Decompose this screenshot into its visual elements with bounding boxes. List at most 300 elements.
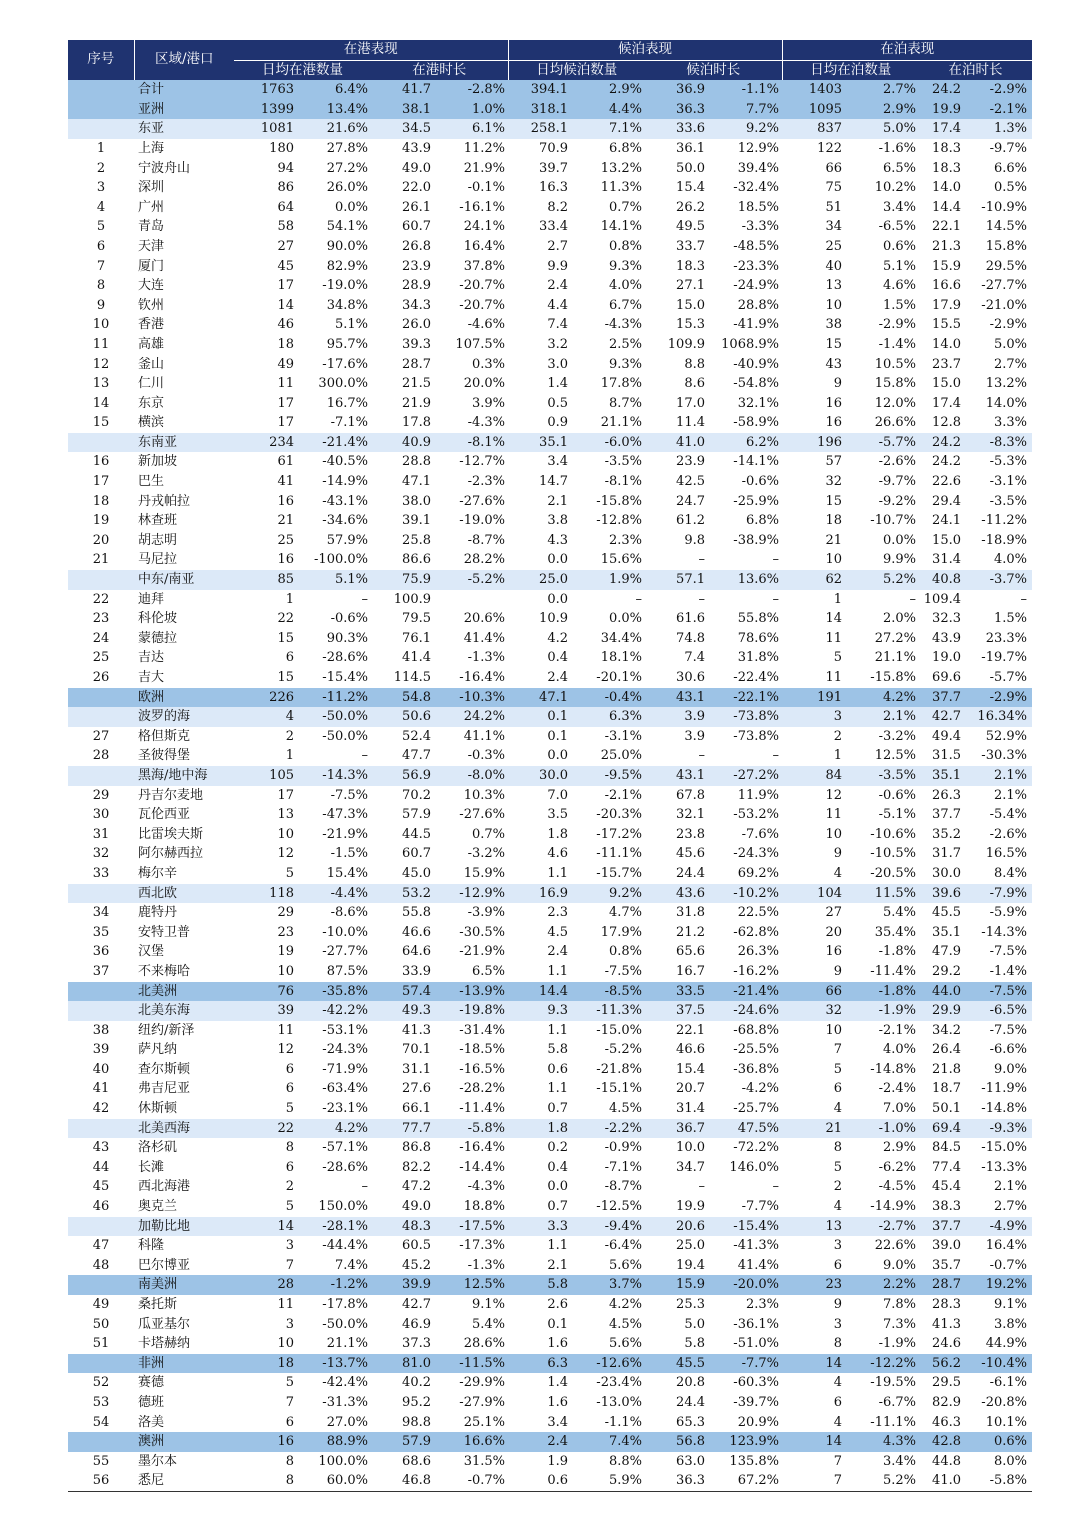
cell-value: 21.1%	[874, 650, 916, 666]
cell-value: 43.1	[645, 688, 708, 708]
cell-value: 19.0	[932, 650, 961, 666]
cell-value: –	[698, 1179, 705, 1195]
cell-value: 36.9	[645, 80, 708, 100]
cell-value: 10.5%	[874, 356, 916, 372]
cell-value: –	[361, 591, 368, 607]
row-index: 46	[92, 1199, 110, 1215]
cell-value: 25.8	[402, 532, 431, 548]
table-row	[68, 923, 1032, 943]
cell-berthing-time-pair	[919, 1021, 1032, 1041]
cell-value: 50.6	[371, 707, 434, 727]
cell-berthing-time-pair	[919, 80, 1032, 100]
cell-value: 2.3%	[608, 532, 642, 548]
cell-value: 6	[285, 650, 294, 666]
cell-value: 21	[277, 513, 294, 529]
cell-value: 0.7	[547, 1199, 568, 1215]
region-row	[68, 707, 1032, 727]
table-row	[68, 296, 1032, 316]
cell-value: 7.1%	[571, 119, 645, 139]
cell-value: 1.6	[547, 1394, 568, 1410]
cell-value: –	[698, 591, 705, 607]
cell-value: 39.6	[932, 885, 961, 901]
cell-value: 1.1	[547, 1081, 568, 1097]
cell-value: -11.1%	[596, 846, 642, 862]
cell-value: -14.8%	[981, 1101, 1027, 1117]
table-row	[68, 962, 1032, 982]
cell-value: -9.4%	[571, 1217, 645, 1237]
cell-value: 2.3	[547, 905, 568, 921]
cell-value: 22.1	[932, 219, 961, 235]
cell-value: 1.1	[547, 865, 568, 881]
cell-value: -14.8%	[870, 1061, 916, 1077]
cell-berthing-time-pair	[919, 1138, 1032, 1158]
cell-value: 29.5%	[985, 258, 1027, 274]
row-index: 3	[96, 180, 106, 196]
cell-berthing-time-pair	[919, 550, 1032, 570]
cell-value: 33.9	[402, 963, 431, 979]
header-sub-in-port-count: 日均在港数量	[234, 60, 371, 80]
cell-value: -8.6%	[330, 905, 368, 921]
cell-value: 5.2%	[845, 1471, 919, 1491]
row-index: 2	[96, 160, 106, 176]
cell-value: 25	[825, 238, 842, 254]
cell-value: -23.4%	[596, 1375, 642, 1391]
cell-value: 70.2	[402, 787, 431, 803]
cell-value: -10.7%	[870, 513, 916, 529]
row-name: 圣彼得堡	[138, 748, 191, 764]
cell-value: 12	[277, 846, 294, 862]
cell-berthing-time-pair	[919, 1197, 1032, 1217]
cell-value: 16.6%	[434, 1432, 508, 1452]
cell-value: 3.2	[547, 336, 568, 352]
cell-value: 15.0	[932, 532, 961, 548]
cell-value: 837	[782, 119, 845, 139]
cell-value: 4.4	[547, 297, 568, 313]
cell-value: -30.5%	[459, 924, 505, 940]
total-row	[68, 1275, 1032, 1295]
cell-value: 43.9	[402, 140, 431, 156]
cell-value: 13	[825, 278, 842, 294]
cell-value: 66.1	[402, 1101, 431, 1117]
row-index: 22	[92, 591, 110, 607]
cell-value: 18.8%	[463, 1199, 505, 1215]
header-sub-berthing-count: 日均在泊数量	[782, 60, 919, 80]
row-name: 东亚	[134, 119, 234, 139]
row-index: 35	[92, 924, 110, 940]
cell-value: 34.5	[371, 119, 434, 139]
cell-berthing-time-pair	[919, 786, 1032, 806]
table-row	[68, 335, 1032, 355]
cell-value: -7.9%	[989, 885, 1027, 901]
cell-value: 12.9%	[737, 140, 779, 156]
cell-value: 41.1%	[463, 728, 505, 744]
cell-value: 3.9%	[471, 395, 505, 411]
cell-value: -21.9%	[322, 826, 368, 842]
cell-value: 78.6%	[737, 630, 779, 646]
cell-value: 196	[782, 433, 845, 453]
cell-value: 18	[277, 336, 294, 352]
cell-value: 38.1	[371, 100, 434, 120]
row-name: 新加坡	[138, 454, 178, 470]
cell-value: 7.0	[547, 787, 568, 803]
cell-value: -53.2%	[733, 807, 779, 823]
total-row	[68, 1432, 1032, 1452]
cell-value: 20.9%	[737, 1414, 779, 1430]
cell-value: 0.6%	[993, 1434, 1027, 1450]
table-row	[68, 355, 1032, 375]
cell-value: 4	[833, 865, 842, 881]
cell-value: -2.9%	[878, 317, 916, 333]
cell-value: -1.1%	[604, 1414, 642, 1430]
cell-value: 1.9	[547, 1453, 568, 1469]
cell-value: 21.2	[676, 924, 705, 940]
row-index: 56	[68, 1471, 134, 1491]
cell-berthing-time-pair	[919, 452, 1032, 472]
cell-value: -2.6%	[989, 826, 1027, 842]
cell-berthing-time-pair	[919, 492, 1032, 512]
cell-value: 42.7	[932, 709, 961, 725]
cell-value: 16	[277, 552, 294, 568]
cell-value: 25.1%	[463, 1414, 505, 1430]
cell-value: -8.7%	[467, 532, 505, 548]
cell-berthing-time-pair	[919, 1040, 1032, 1060]
cell-value: 47.1	[508, 688, 571, 708]
cell-value: -20.8%	[981, 1394, 1027, 1410]
cell-value: -3.5%	[604, 454, 642, 470]
cell-value: 32	[782, 1001, 845, 1021]
cell-value: 60.7	[402, 846, 431, 862]
row-name: 汉堡	[138, 944, 165, 960]
cell-value: -27.9%	[459, 1394, 505, 1410]
cell-value: 15	[277, 670, 294, 685]
cell-value: 4	[833, 1414, 842, 1430]
cell-value: -3.2%	[467, 846, 505, 862]
cell-berthing-time-pair	[919, 178, 1032, 198]
cell-value: 29	[277, 905, 294, 921]
cell-berthing-time-pair	[919, 1471, 1032, 1491]
cell-value: -7.5%	[989, 1022, 1027, 1038]
table-row	[68, 1373, 1032, 1393]
table-row	[68, 511, 1032, 531]
cell-value: -12.5%	[596, 1199, 642, 1215]
cell-value: 7.4%	[334, 1257, 368, 1273]
cell-value: 41.4%	[463, 630, 505, 646]
cell-value: -20.7%	[459, 278, 505, 294]
row-name: 青岛	[138, 219, 165, 235]
cell-value: -43.1%	[322, 493, 368, 509]
cell-value: 16	[825, 415, 842, 431]
cell-value: -57.1%	[322, 1140, 368, 1156]
cell-value: 7	[782, 1471, 845, 1491]
cell-value: -16.5%	[459, 1061, 505, 1077]
cell-value: 3.7%	[571, 1275, 645, 1295]
cell-berthing-time-pair	[919, 570, 1032, 590]
cell-value: -28.6%	[322, 1159, 368, 1175]
cell-value: 4.6%	[882, 278, 916, 294]
cell-value: 16.7	[676, 963, 705, 979]
cell-value: 95.7%	[326, 336, 368, 352]
cell-value: 1.8	[508, 1119, 571, 1139]
cell-value: -2.1%	[989, 101, 1027, 117]
cell-value: 39.3	[402, 336, 431, 352]
cell-value: 75.9	[371, 570, 434, 590]
table-row	[68, 413, 1032, 433]
cell-value: 4	[833, 1101, 842, 1117]
row-index: 20	[92, 532, 110, 548]
cell-value: 16.9	[508, 884, 571, 904]
cell-value: 4.2%	[608, 1297, 642, 1312]
cell-value: -10.9%	[981, 199, 1027, 215]
row-index	[68, 1432, 134, 1452]
cell-value: -0.6%	[741, 474, 779, 490]
row-index: 16	[92, 454, 110, 470]
cell-value: 7.4	[684, 650, 705, 666]
cell-value: 0.5%	[993, 180, 1027, 196]
row-name: 香港	[138, 317, 165, 333]
cell-value: 84.5	[932, 1140, 961, 1156]
row-index: 27	[92, 728, 110, 744]
cell-value: 180	[269, 140, 294, 156]
cell-value: 5.1%	[297, 570, 371, 590]
row-index	[68, 80, 134, 100]
cell-value: 2	[285, 728, 294, 744]
header-group-waiting: 候泊表现	[508, 40, 782, 60]
cell-value: 0.0	[547, 1179, 568, 1195]
cell-value: 19.2%	[985, 1277, 1027, 1293]
cell-value: 41.0	[645, 433, 708, 453]
header-sub-berthing-time: 在泊时长	[919, 60, 1032, 80]
cell-value: 49.0	[402, 160, 431, 176]
cell-value: 0.0%	[608, 611, 642, 627]
cell-value: 3.4%	[882, 199, 916, 215]
cell-value: 16	[277, 493, 294, 509]
row-index: 47	[92, 1238, 110, 1254]
cell-value: 14.0%	[985, 395, 1027, 411]
cell-value: -4.3%	[467, 1179, 505, 1195]
cell-value: 34.3	[402, 297, 431, 313]
cell-value: 17.4	[932, 121, 961, 137]
cell-value: 41	[277, 474, 294, 490]
cell-value: 15.0	[676, 297, 705, 313]
cell-value: -4.2%	[741, 1081, 779, 1097]
cell-value: 1.4	[547, 376, 568, 392]
cell-value: -8.5%	[571, 982, 645, 1002]
cell-value: 20.8	[676, 1375, 705, 1391]
cell-value: -3.9%	[467, 905, 505, 921]
table-row	[68, 1158, 1032, 1178]
cell-value: 6	[285, 1081, 294, 1097]
cell-value: 47.1	[402, 474, 431, 490]
cell-value: -15.4%	[322, 670, 368, 685]
cell-value: 25.0	[676, 1238, 705, 1254]
row-index	[68, 688, 134, 708]
cell-berthing-time-pair	[919, 433, 1032, 453]
row-name: 深圳	[138, 180, 165, 196]
cell-value: -9.7%	[989, 140, 1027, 156]
region-row	[68, 1001, 1032, 1021]
cell-value: 6.1%	[434, 119, 508, 139]
cell-value: 69.6	[932, 670, 961, 685]
row-index: 39	[92, 1042, 110, 1058]
cell-value: 10	[277, 1336, 294, 1352]
cell-berthing-time-pair	[919, 511, 1032, 531]
cell-value: 24.2%	[434, 707, 508, 727]
cell-value: 0.0	[547, 748, 568, 764]
cell-value: 24.2	[932, 82, 961, 98]
cell-value: 77.7	[371, 1119, 434, 1139]
cell-value: 15.3	[676, 317, 705, 333]
cell-value: 61	[277, 454, 294, 470]
row-index: 26	[92, 670, 110, 685]
cell-value: 15.9	[645, 1275, 708, 1295]
cell-value: 40.8	[932, 572, 961, 588]
cell-value: 10.2%	[874, 180, 916, 196]
cell-value: 46.9	[402, 1316, 431, 1332]
cell-value: -4.5%	[878, 1179, 916, 1195]
cell-value: 37.3	[402, 1336, 431, 1352]
cell-value: 11.9%	[737, 787, 779, 803]
cell-value: 9	[833, 963, 842, 979]
cell-value: -39.7%	[733, 1394, 779, 1410]
cell-value: 3	[285, 1316, 294, 1332]
cell-value: 14.7	[539, 474, 568, 490]
row-name: 吉达	[138, 650, 165, 666]
cell-value: 9.9	[547, 258, 568, 274]
cell-value: 14.0	[932, 336, 961, 352]
cell-value: -31.4%	[459, 1022, 505, 1038]
cell-value: 9.3%	[608, 356, 642, 372]
cell-value: 26.3%	[737, 944, 779, 960]
cell-value: -12.2%	[845, 1354, 919, 1374]
cell-value: 15.4	[676, 1061, 705, 1077]
row-index: 42	[92, 1101, 110, 1117]
cell-value: 0.6%	[882, 238, 916, 254]
cell-berthing-time-pair	[919, 374, 1032, 394]
table-row	[68, 237, 1032, 257]
cell-value: 24.4	[676, 1394, 705, 1410]
cell-value: 37.7	[932, 807, 961, 823]
cell-value: 18	[234, 1354, 297, 1374]
cell-value: 0.0%	[882, 532, 916, 548]
row-index: 30	[92, 807, 110, 823]
cell-value: 0.0	[547, 552, 568, 568]
cell-value: –	[1020, 591, 1027, 607]
cell-value: -27.2%	[708, 766, 782, 786]
cell-value: -2.1%	[604, 787, 642, 803]
row-name: 合计	[134, 80, 234, 100]
cell-value: 5.0%	[845, 119, 919, 139]
cell-berthing-time-pair	[919, 257, 1032, 277]
row-name: 德班	[138, 1394, 165, 1410]
cell-value: 114.5	[393, 670, 431, 685]
cell-value: -11.2%	[981, 513, 1027, 529]
cell-value: 39.0	[932, 1238, 961, 1254]
cell-value: 21	[825, 532, 842, 548]
cell-value: 4	[833, 1199, 842, 1215]
cell-value: 20.6%	[463, 611, 505, 627]
cell-berthing-time-pair	[919, 296, 1032, 316]
cell-value: 0.7%	[608, 199, 642, 215]
row-name: 比雷埃夫斯	[138, 826, 204, 842]
row-index	[68, 766, 134, 786]
cell-berthing-time-pair	[919, 1354, 1032, 1374]
cell-berthing-time-pair	[919, 942, 1032, 962]
cell-value: 62	[782, 570, 845, 590]
cell-berthing-time-pair	[919, 100, 1032, 120]
cell-berthing-time-pair	[919, 1099, 1032, 1119]
cell-value: 17.8%	[600, 376, 642, 392]
cell-value: -15.8%	[870, 670, 916, 685]
row-name: 北美洲	[134, 982, 234, 1002]
cell-value: 28.9	[402, 278, 431, 294]
row-name: 奥克兰	[138, 1199, 178, 1215]
cell-value: 90.3%	[326, 630, 368, 646]
cell-value: 27.0%	[326, 1414, 368, 1430]
cell-value: -3.1%	[989, 474, 1027, 490]
cell-value: 52.4	[402, 728, 431, 744]
cell-value: 70.1	[402, 1042, 431, 1058]
row-name: 加勒比地	[134, 1217, 234, 1237]
cell-value: 2.6	[547, 1297, 568, 1312]
cell-value: 34.8%	[326, 297, 368, 313]
cell-value: 8.8%	[608, 1453, 642, 1469]
cell-value: 15	[277, 630, 294, 646]
cell-berthing-time-pair	[919, 1295, 1032, 1315]
cell-berthing-time-pair	[919, 1060, 1032, 1080]
cell-value: 49.0	[402, 1199, 431, 1215]
cell-value: -5.4%	[989, 807, 1027, 823]
cell-value: 49.3	[371, 1001, 434, 1021]
row-name: 卡塔赫纳	[138, 1336, 191, 1352]
row-name: 休斯顿	[138, 1101, 178, 1117]
cell-value: 7.8%	[882, 1297, 916, 1312]
cell-value: 4.5%	[608, 1316, 642, 1332]
cell-value: -0.9%	[604, 1140, 642, 1156]
cell-value: 1.6	[547, 1336, 568, 1352]
cell-berthing-time-pair	[919, 648, 1032, 668]
cell-berthing-time-pair	[919, 1315, 1032, 1335]
cell-value: 44.8	[932, 1453, 961, 1469]
cell-value: -5.9%	[989, 905, 1027, 921]
cell-value: -73.8%	[708, 707, 782, 727]
row-index: 55	[92, 1453, 110, 1469]
cell-value: 17.0	[676, 395, 705, 411]
row-index	[68, 1217, 134, 1237]
row-name: 阿尔赫西拉	[138, 846, 204, 862]
cell-value: 31.5	[932, 748, 961, 764]
row-index	[68, 1275, 134, 1295]
table-row	[68, 1452, 1032, 1472]
cell-value: 9.9%	[882, 552, 916, 568]
cell-value: 0.7%	[471, 826, 505, 842]
cell-value: 8.0%	[993, 1453, 1027, 1469]
table-row	[68, 1295, 1032, 1315]
cell-value: 9.3%	[608, 258, 642, 274]
cell-value: 5.1%	[882, 258, 916, 274]
cell-value: 0.4	[547, 1159, 568, 1175]
table-row	[68, 648, 1032, 668]
cell-value: 9.0%	[993, 1061, 1027, 1077]
cell-value: -11.4%	[870, 963, 916, 979]
row-name: 南美洲	[134, 1275, 234, 1295]
cell-value: 2.1	[547, 493, 568, 509]
cell-value: 25.0	[508, 570, 571, 590]
cell-value: -6.6%	[989, 1042, 1027, 1058]
cell-value: 10	[277, 826, 294, 842]
cell-value: 9.1%	[471, 1297, 505, 1312]
row-name: 巴生	[138, 474, 165, 490]
cell-value: 20.0%	[463, 376, 505, 392]
